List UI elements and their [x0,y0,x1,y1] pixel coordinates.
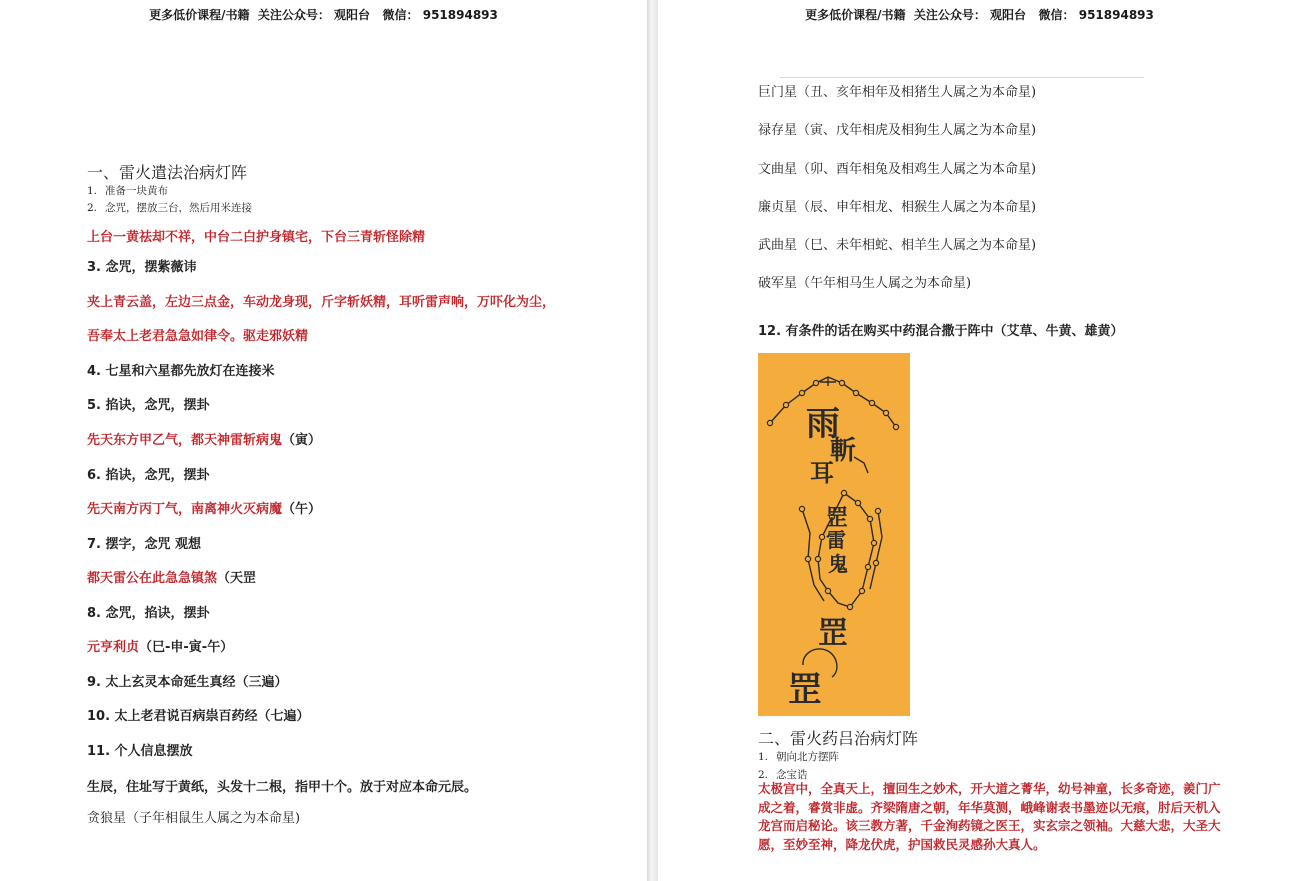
star-line: 破军星（午年相马生人属之为本命星) [758,276,972,291]
talisman-glyph: 斬 [830,436,857,466]
list-item [87,200,252,215]
list-number: 1. [87,185,98,197]
page-header: 更多低价课程/书籍 关注公众号： 观阳台 微信： 951894893 [149,8,498,22]
list-text: 念咒，摆放三台，然后用米连接 [105,202,252,214]
section-2-title: 二、雷火药吕治病灯阵 [758,729,919,748]
left-page [0,0,647,881]
star-line: 巨门星（丑、亥年相年及相猪生人属之为本命星) [758,85,1037,100]
talisman-image [758,353,910,716]
incantation-note: （寅） [282,433,322,448]
incantation-text: 元亨利贞 [87,640,140,655]
info-line: 生辰，住址写于黄纸，头发十二根，指甲十个。放于对应本命元辰。 [87,780,478,795]
step-9: 9. 太上玄灵本命延生真经（三遍） [87,675,288,690]
list-text: 准备一块黄布 [105,185,168,197]
step-8: 8. 念咒，掐诀，摆卦 [87,606,210,621]
star-line: 禄存星（寅、戊年相虎及相狗生人属之为本命星) [758,123,1037,138]
section-1-title: 一、雷火遣法治病灯阵 [87,163,248,182]
list-item [87,183,168,198]
incantation-line [87,567,256,586]
step-5: 5. 掐诀，念咒，摆卦 [87,398,210,413]
list-number: 2. [758,769,769,781]
treasure-invocation-paragraph: 太极宫中，全真天上，擅回生之妙术，开大道之菁华，幼号神童，长多奇迹，羨门广成之着，睿赏非虚。齐梁隋唐之朝，年华莫测，峨峰谢表书墨迹以无痕，肘后天机入龙宫而启秘论。该三教方著，千金洵药镜之医王，实玄宗之领袖。大慈大悲，大圣大愿，至妙至神，降龙伏虎，护国救民灵感孙大真人。 [758,781,1221,852]
incantation-line [87,498,321,517]
incantation-line: 上台一黄祛却不祥，中台二白护身镇宅，下台三青斩怪除精 [87,230,426,245]
right-page [658,0,1301,881]
talisman-glyph: 耳 [810,458,834,487]
step-12: 12. 有条件的话在购买中药混合撒于阵中（艾草、牛黄、雄黄） [758,324,1124,339]
step-11: 11. 个人信息摆放 [87,744,193,759]
star-line: 贪狼星（子年相鼠生人属之为本命星) [87,811,301,826]
incantation-line [87,636,233,655]
divider-line [780,77,1144,78]
page-header: 更多低价课程/书籍 关注公众号： 观阳台 微信： 951894893 [805,8,1154,22]
talisman-glyph: 罡 [818,616,848,651]
talisman-drawing [758,353,910,716]
page-gutter [647,0,658,881]
step-10: 10. 太上老君说百病祟百药经（七遍） [87,709,310,724]
list-number: 1. [758,751,769,763]
incantation-text: 都天雷公在此急急镇煞 [87,571,218,586]
incantation-line: 吾奉太上老君急急如律令。驱走邪妖精 [87,329,309,344]
incantation-text: 先天南方丙丁气，南离神火灭病魔 [87,502,283,517]
talisman-glyph: 罡 [788,670,822,710]
talisman-glyph: 罡 [826,505,849,531]
talisman-glyph: 雨 [806,404,840,444]
step-6: 6. 掐诀，念咒，摆卦 [87,468,210,483]
incantation-line [87,429,321,448]
list-number: 2. [87,202,98,214]
incantation-text: 先天东方甲乙气，都天神雷斩病鬼 [87,433,283,448]
incantation-note: （巳-申-寅-午） [139,640,234,655]
list-text: 朝向北方摆阵 [776,751,839,763]
step-7: 7. 摆字，念咒 观想 [87,537,202,552]
list-text: 念宝诰 [776,769,808,781]
star-line: 武曲星（巳、未年相蛇、相羊生人属之为本命星) [758,238,1037,253]
star-line: 廉贞星（辰、申年相龙、相猴生人属之为本命星) [758,200,1037,215]
star-line: 文曲星（卯、酉年相兔及相鸡生人属之为本命星) [758,162,1037,177]
incantation-note: （午） [282,502,322,517]
list-item [758,749,839,764]
incantation-note: （天罡 [217,571,257,586]
step-4: 4. 七星和六星都先放灯在连接米 [87,364,275,379]
talisman-glyph: 雷 [826,528,846,552]
step-3: 3. 念咒，摆紫薇讳 [87,260,197,275]
talisman-glyph: 鬼 [828,552,848,576]
incantation-line: 夹上青云盖，左边三点金，车动龙身现，斤字斩妖精，耳听雷声响，万吓化为尘， [87,295,556,310]
